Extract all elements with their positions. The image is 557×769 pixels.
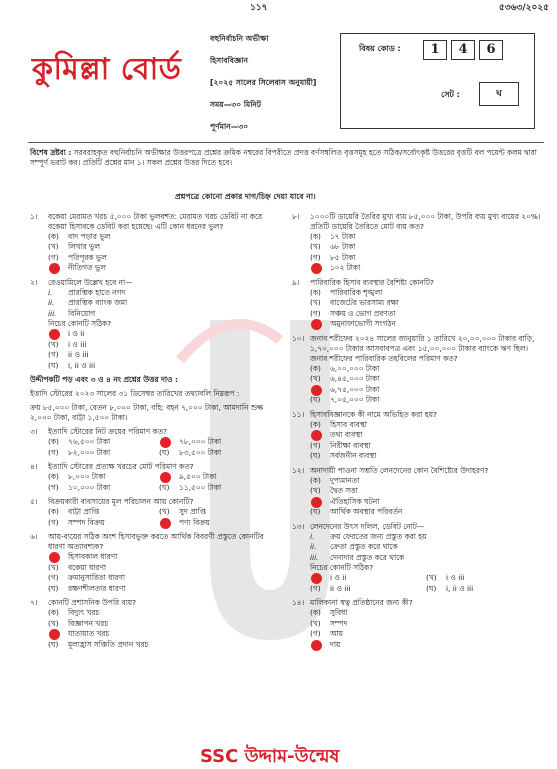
question bbox=[30, 278, 270, 371]
page-number: ১১৭ bbox=[250, 3, 268, 13]
answer-option[interactable] bbox=[310, 374, 542, 385]
option-label: (ঘ) bbox=[310, 451, 321, 461]
code-digit: 6 bbox=[479, 40, 503, 60]
option-label: (খ) bbox=[48, 339, 59, 349]
option-label bbox=[159, 518, 169, 528]
option-label bbox=[310, 573, 321, 583]
question-number: ১৩। bbox=[292, 521, 305, 531]
question-text: ১০০০টি ডায়েরি তৈরির মুখ্য ব্যয় ৮৫,০০০ টাকা, উপরি ব্যয় মুখ্য ব্যয়ের ২০%। প্রতিটি ডায়েরি তৈরিতে মোট ব্যয় কত? bbox=[310, 212, 541, 231]
answer-option[interactable] bbox=[48, 619, 270, 630]
statement-text: প্রারম্ভিক হাতে নগদ bbox=[68, 287, 126, 297]
question-number: ৭। bbox=[30, 598, 38, 608]
option-text: ii ও iii bbox=[330, 583, 351, 593]
question bbox=[30, 427, 270, 458]
option-text: সঞ্চয় ও ভোগ প্রবণতা bbox=[330, 308, 396, 318]
answer-option-marked[interactable] bbox=[48, 263, 270, 274]
statement-text: দেনাদার প্রস্তুত করে থাকে bbox=[330, 552, 405, 562]
answer-option[interactable] bbox=[426, 584, 542, 595]
question-text: অনাদায়ী পাওনা সম্ভতি লেনদেনের কোন বৈশিষ্ট্যের উদাহরণ? bbox=[310, 465, 489, 475]
option-text: বকেয়া ধারণা bbox=[68, 562, 107, 572]
answer-option[interactable] bbox=[48, 640, 270, 651]
answer-option[interactable] bbox=[310, 584, 426, 595]
option-label: (ঘ) bbox=[159, 447, 170, 457]
option-label: (গ) bbox=[48, 573, 59, 583]
option-label: (খ) bbox=[48, 618, 59, 628]
question-stem: নিচের কোনটি সঠিক? bbox=[48, 319, 112, 329]
option-text: সম্পদ বিক্রয় bbox=[68, 517, 105, 527]
question-number: ১০। bbox=[292, 333, 305, 343]
statement bbox=[48, 309, 270, 320]
option-text: বাট্টা প্রাপ্তি bbox=[68, 507, 100, 517]
option-text: ৮,০০০ টাকা bbox=[68, 472, 106, 482]
option-text: ii ও iii bbox=[68, 350, 89, 360]
option-text: সুদ প্রাপ্তি bbox=[179, 507, 206, 517]
option-label: (খ) bbox=[310, 486, 321, 496]
option-label bbox=[310, 385, 321, 395]
question bbox=[292, 278, 542, 330]
question-number: ২। bbox=[30, 277, 38, 287]
option-label: (ক) bbox=[310, 419, 321, 429]
option-text: i ও iii bbox=[68, 339, 87, 349]
instructions-label: বিশেষ দ্রষ্টব্য : bbox=[30, 148, 72, 157]
option-text: ৯,৫০০ টাকা bbox=[179, 472, 217, 482]
option-text: ৬৮ টাকা bbox=[330, 242, 356, 252]
option-text: রক্ষণশীলতার ধারণা bbox=[68, 583, 126, 593]
answer-option[interactable] bbox=[48, 483, 159, 494]
answer-option-marked[interactable] bbox=[48, 629, 270, 640]
option-label: (ক) bbox=[48, 472, 59, 482]
option-text: বিজ্ঞাপন খরচ bbox=[68, 618, 109, 628]
answer-option[interactable] bbox=[48, 472, 159, 483]
option-label: (গ) bbox=[48, 482, 59, 492]
question bbox=[30, 598, 270, 650]
statement bbox=[310, 542, 542, 553]
instructions-text: সরবরাহকৃত বহুনির্বাচনি অভীক্ষার উত্তরপত্রে প্রশ্নের ক্রমিক নম্বরের বিপরীতে প্রদত্ত বর্ণসম্বলিত বৃত্তসমূহ হতে সঠিক/সর্বোৎকৃষ্ট উত্তরের বৃত্তটি বল পয়েন্ট কলম দ্বারা সম্পূর্ণ ভরাট কর। প্রতিটি প্রশ্নের মান ১। সকল প্রশ্নের উত্তর দিতে হবে। bbox=[30, 148, 537, 167]
option-text: পণ্য বিক্রয় bbox=[179, 517, 210, 527]
option-label: (ক) bbox=[310, 475, 321, 485]
question bbox=[30, 462, 270, 493]
option-label: (গ) bbox=[310, 583, 321, 593]
option-text: ১১,৫০০ টাকা bbox=[179, 482, 222, 492]
option-label: (ক) bbox=[310, 287, 321, 297]
question bbox=[292, 212, 542, 274]
question-text: রেওয়ামিলে উল্লেখ হবে না— bbox=[48, 277, 133, 287]
question-text: কোনটি প্রশাসনিক উপরি ব্যয়? bbox=[48, 598, 137, 608]
exam-type: বহুনির্বাচনি অভীক্ষা bbox=[210, 34, 269, 43]
question-number: ৮। bbox=[292, 212, 300, 221]
subject-name: হিসাববিজ্ঞান bbox=[210, 56, 249, 65]
question-stem: নিচের কোনটি সঠিক? bbox=[310, 563, 374, 573]
option-label: (ক) bbox=[48, 437, 59, 447]
option-label bbox=[48, 552, 59, 562]
statement-numeral: iii. bbox=[310, 552, 319, 562]
option-text: বাদ পড়ার ভুল bbox=[68, 231, 111, 241]
question-text: বকেয়া মেরামত খরচ ৫,০০০ টাকা ভুলবশত: মেরামত খরচ ডেবিট না করে বকেয়া হিসাবকে ডেবিট করা হয়েছে। এটি কোন ধরনের ভুল? bbox=[48, 212, 263, 231]
question-number: ১৪। bbox=[292, 598, 305, 608]
answer-option[interactable] bbox=[310, 232, 542, 243]
answer-option-marked[interactable] bbox=[159, 518, 270, 529]
answer-option-marked[interactable] bbox=[310, 573, 426, 584]
question bbox=[292, 522, 542, 594]
question-text: ইত্যাদি স্টোরের প্রত্যক্ষ খরচের মোট পরিমাণ কত? bbox=[48, 462, 194, 472]
option-text: ১০,০০০ টাকা bbox=[68, 482, 111, 492]
question-text: হিসাববিজ্ঞানকে কী নামে অভিহিত করা হয়? bbox=[310, 409, 437, 419]
option-label bbox=[310, 263, 320, 273]
question bbox=[30, 375, 270, 385]
answer-option[interactable] bbox=[426, 573, 542, 584]
question-text: ইত্যাদি স্টোরের নিট ক্রয়ের পরিমাণ কত? bbox=[48, 427, 168, 437]
answer-option[interactable] bbox=[48, 253, 270, 264]
option-text: ৮৫ টাকা bbox=[330, 252, 356, 262]
answer-option-marked[interactable] bbox=[48, 329, 270, 340]
statement-numeral: i. bbox=[310, 531, 315, 541]
answer-option[interactable] bbox=[310, 507, 542, 518]
option-grid bbox=[48, 507, 270, 528]
full-marks: পূর্ণমান—৩০ bbox=[210, 122, 249, 131]
option-label: (গ) bbox=[48, 517, 59, 527]
question-number: ৬। bbox=[30, 532, 38, 542]
answer-option-marked[interactable] bbox=[310, 385, 542, 396]
question-number: ১১। bbox=[292, 409, 305, 419]
option-label: (খ) bbox=[159, 507, 170, 517]
option-label bbox=[310, 430, 321, 440]
option-text: নিরীক্ষা ব্যবস্থা bbox=[330, 440, 371, 450]
option-label: (ঘ) bbox=[48, 583, 59, 593]
option-text: ৭৮,০০০ টাকা bbox=[179, 437, 222, 447]
option-label: (ক) bbox=[48, 231, 59, 241]
option-text: দ্বৈত সত্তা bbox=[330, 486, 358, 496]
option-label: (খ) bbox=[310, 298, 321, 308]
answer-option[interactable] bbox=[310, 395, 542, 406]
option-label: (ঘ) bbox=[310, 507, 321, 517]
question-text: বিক্রয়কারী ব্যবসায়ের মূল পরিচালন আয় কোনটি? bbox=[48, 497, 194, 507]
question-text: উদ্দীপকটি পড় এবং ৩ ও ৪ নং প্রশ্নের উত্তর দাও : bbox=[30, 375, 178, 385]
option-label bbox=[310, 497, 321, 507]
option-text: দায় bbox=[330, 639, 341, 649]
question bbox=[30, 403, 270, 423]
instructions bbox=[30, 148, 542, 168]
statement-numeral: iii. bbox=[48, 308, 57, 318]
option-text: i ও ii bbox=[68, 329, 85, 339]
question-number: ৩। bbox=[30, 427, 38, 437]
answer-option[interactable] bbox=[310, 364, 542, 375]
answer-option[interactable] bbox=[48, 573, 270, 584]
option-label: (গ) bbox=[48, 447, 59, 457]
notice: প্রশ্নপত্রে কোনো প্রকার দাগ/চিহ্ন দেয়া যাবে না। bbox=[175, 192, 316, 201]
statement bbox=[48, 298, 270, 309]
answer-option[interactable] bbox=[48, 361, 270, 372]
option-text: ১০২ টাকা bbox=[330, 263, 361, 273]
answer-option[interactable] bbox=[310, 420, 542, 431]
option-text: i ও ii bbox=[330, 573, 347, 583]
answer-option[interactable] bbox=[310, 309, 542, 320]
option-label bbox=[159, 437, 170, 447]
answer-option-marked[interactable] bbox=[159, 472, 270, 483]
answer-option[interactable] bbox=[310, 486, 542, 497]
answer-option[interactable] bbox=[310, 629, 542, 640]
answer-option[interactable] bbox=[48, 563, 270, 574]
option-text: i, ii ও iii bbox=[68, 360, 96, 370]
question-text: মালিকানা স্বত্ব প্রতিষ্ঠানের জন্য কী? bbox=[310, 598, 413, 608]
option-label: (ঘ) bbox=[426, 583, 437, 593]
option-text: হিসাবকাল ধারণা bbox=[68, 552, 118, 562]
option-text: আর্থিক অবস্থার পরিবর্তন bbox=[330, 507, 403, 517]
option-text: বিদ্যুৎ খরচ bbox=[68, 608, 100, 618]
answer-option[interactable] bbox=[310, 476, 542, 487]
question-text: আয়-ব্যয়ের সঠিক অংশ হিসাবভুক্ত করতে আর্থিক বিবরণী প্রস্তুতে কোনটির ধারণা অত্যাবশ্যক? bbox=[48, 532, 264, 552]
answer-option[interactable] bbox=[48, 437, 159, 448]
option-label: (ক) bbox=[48, 507, 59, 517]
question bbox=[30, 497, 270, 528]
option-text: ৬,০০,০০০ টাকা bbox=[330, 363, 380, 373]
answer-option[interactable] bbox=[310, 608, 542, 619]
statement-text: ক্রয় ফেরতের জন্য প্রস্তুত করা হয় bbox=[330, 531, 427, 541]
option-text: আয় bbox=[330, 629, 343, 639]
answer-option-marked[interactable] bbox=[310, 319, 542, 330]
option-text: ৭,০৫,০০০ টাকা bbox=[330, 395, 380, 405]
answer-option-marked[interactable] bbox=[310, 263, 542, 274]
option-text: তথ্য ব্যবস্থা bbox=[330, 430, 363, 440]
option-text: ৮২,০০০ টাকা bbox=[68, 447, 111, 457]
option-label bbox=[310, 319, 320, 329]
option-label: (খ) bbox=[310, 242, 321, 252]
answer-option[interactable] bbox=[48, 242, 270, 253]
time-limit: সময়—৩০ মিনিট bbox=[210, 100, 262, 109]
option-text: সম্পদ bbox=[330, 618, 348, 628]
answer-option[interactable] bbox=[159, 448, 270, 459]
option-text: নীতিগত ভুল bbox=[68, 263, 106, 273]
answer-option[interactable] bbox=[48, 608, 270, 619]
right-column bbox=[292, 212, 542, 654]
option-label: (ক) bbox=[310, 608, 321, 618]
option-text: সুবিধা bbox=[330, 608, 348, 618]
footer-brand: SSC উদ্দাম-উন্মেষ bbox=[200, 745, 340, 767]
option-label bbox=[48, 629, 59, 639]
option-grid bbox=[48, 437, 270, 458]
option-label bbox=[159, 472, 170, 482]
statement-text: ক্রেতা প্রস্তুত করে থাকে bbox=[330, 542, 398, 552]
statement bbox=[310, 553, 542, 564]
option-text: মূল্যহ্রাস সঞ্চিতি প্রদান খরচ bbox=[68, 639, 149, 649]
answer-option[interactable] bbox=[48, 518, 159, 529]
statement-text: বিনিয়োগ bbox=[68, 308, 96, 318]
option-label: (খ) bbox=[310, 374, 321, 384]
option-label: (গ) bbox=[310, 252, 321, 262]
option-grid bbox=[48, 472, 270, 493]
question bbox=[292, 334, 542, 406]
option-label: (ঘ) bbox=[159, 482, 170, 492]
option-label: (গ) bbox=[310, 440, 321, 450]
exam-code: ৫৩৬৩/২০২৫ bbox=[498, 3, 549, 13]
option-label: (ঘ) bbox=[48, 360, 59, 370]
option-label: (গ) bbox=[48, 350, 59, 360]
statement-numeral: i. bbox=[48, 287, 53, 297]
option-text: i ও iii bbox=[446, 573, 465, 583]
statement bbox=[310, 532, 542, 543]
question-text: ইত্তাদি স্টোরের ২০২৩ সালের ৩১ ডিসেম্বর তারিখের তথ্যাবলি নিম্নরূপ : bbox=[30, 389, 240, 399]
option-label bbox=[310, 640, 320, 650]
option-label: (খ) bbox=[48, 562, 59, 572]
option-text: পারিবারিক শৃঙ্খলা bbox=[330, 287, 383, 297]
option-label bbox=[48, 329, 59, 339]
option-text: ৬,৭৫,০০০ টাকা bbox=[330, 384, 380, 394]
answer-option[interactable] bbox=[48, 340, 270, 351]
option-text: যাতায়াত খরচ bbox=[68, 629, 110, 639]
option-text: ঐতিহাসিক ঘটনা bbox=[330, 496, 380, 506]
statement-text: প্রারম্ভিক ব্যাংক জমা bbox=[68, 298, 128, 308]
subject-code-label: বিষয় কোড : bbox=[359, 44, 401, 53]
question-number: ১২। bbox=[292, 465, 305, 475]
question-number: ৪। bbox=[30, 462, 38, 472]
answer-option-marked[interactable] bbox=[159, 437, 270, 448]
question-text: পারিবারিক হিসাব ব্যবস্থার বৈশিষ্ট্য কোনটি? bbox=[310, 277, 434, 287]
option-label: (ক) bbox=[310, 231, 321, 241]
question bbox=[292, 466, 542, 518]
option-text: ৭৬,৫০০ টাকা bbox=[68, 437, 111, 447]
option-label: (খ) bbox=[310, 618, 321, 628]
answer-option[interactable] bbox=[310, 242, 542, 253]
option-label: (ক) bbox=[48, 608, 59, 618]
option-label: (ঘ) bbox=[48, 639, 59, 649]
answer-option[interactable] bbox=[310, 298, 542, 309]
option-label: (খ) bbox=[426, 573, 437, 583]
option-text: পরিপূরক ভুল bbox=[68, 252, 107, 262]
question bbox=[292, 598, 542, 650]
code-digit: 1 bbox=[423, 40, 447, 60]
answer-option[interactable] bbox=[48, 584, 270, 595]
question-text: ক্রয় ৮৫,০০০ টাকা, বেতন ৮,০০০ টাকা, বহি: বহন ৭,০০০ টাকা, আমদানি শুল্ক ২,০০০ টাকা, বাট্টা ১,৫০০ টাকা। bbox=[30, 403, 264, 423]
answer-option-marked[interactable] bbox=[310, 497, 542, 508]
answer-option-marked[interactable] bbox=[310, 430, 542, 441]
answer-option-marked[interactable] bbox=[48, 552, 270, 563]
answer-option[interactable] bbox=[310, 253, 542, 264]
answer-option[interactable] bbox=[310, 288, 542, 299]
option-label: (ঘ) bbox=[310, 395, 321, 405]
option-text: সর্বজনীন ব্যবস্থা bbox=[330, 451, 377, 461]
syllabus-note: [২০২৫ সালের সিলেবাস অনুযায়ী] bbox=[210, 78, 317, 87]
answer-option[interactable] bbox=[48, 507, 159, 518]
option-text: i, ii ও iii bbox=[446, 583, 474, 593]
option-label bbox=[48, 263, 58, 273]
option-text: লিখার ভুল bbox=[68, 242, 101, 252]
option-label: (গ) bbox=[48, 252, 59, 262]
answer-option[interactable] bbox=[48, 232, 270, 243]
question-text: জনাব শরীফের ২০২৪ সালের জানুয়ারি ১ তারিখে ২০,০০,০০০ টাকার বাড়ি, ১,৭০,০০০ টাকার আসবাবপত্র এবং ১৫,০০,০০০ টাকার ব্যাংকে ঋণ ছিল। জনাব শরীফের পারিবারিক তহবিলের পরিমাণ কত? bbox=[310, 333, 535, 363]
board-title: কুমিল্লা বোর্ড bbox=[32, 52, 182, 87]
option-text: ৮৩,৫০০ টাকা bbox=[179, 447, 222, 457]
option-grid bbox=[310, 573, 542, 594]
question bbox=[30, 212, 270, 274]
set-label: সেট : bbox=[441, 90, 460, 99]
option-text: ৬,৪৫,০০০ টাকা bbox=[330, 374, 380, 384]
answer-option[interactable] bbox=[310, 451, 542, 462]
subject-code-box bbox=[340, 33, 535, 129]
answer-option[interactable] bbox=[159, 483, 270, 494]
answer-option-marked[interactable] bbox=[310, 640, 542, 651]
question-number: ৯। bbox=[292, 277, 300, 287]
option-text: দুপ্যমানতা bbox=[330, 475, 360, 485]
set-value: ঘ bbox=[479, 82, 519, 106]
header-divider bbox=[28, 142, 544, 143]
option-label: (গ) bbox=[310, 308, 321, 318]
option-text: ক্রমানুসারিতা ধারণা bbox=[68, 573, 126, 583]
option-label: (গ) bbox=[310, 629, 321, 639]
question-number: ৫। bbox=[30, 497, 38, 507]
answer-option[interactable] bbox=[48, 350, 270, 361]
left-column bbox=[30, 212, 270, 654]
statement-numeral: ii. bbox=[48, 298, 55, 308]
option-text: হিসাব ব্যবস্থা bbox=[330, 419, 367, 429]
option-label: (খ) bbox=[48, 242, 59, 252]
option-label: (ক) bbox=[310, 363, 321, 373]
code-digit: 4 bbox=[451, 40, 475, 60]
option-text: বাজেটের ভারসাম্য রক্ষা bbox=[330, 298, 399, 308]
answer-option[interactable] bbox=[48, 448, 159, 459]
question bbox=[30, 532, 270, 594]
answer-option[interactable] bbox=[310, 619, 542, 630]
option-text: ১৭ টাকা bbox=[330, 231, 356, 241]
question bbox=[30, 389, 270, 399]
statement bbox=[48, 288, 270, 299]
answer-option[interactable] bbox=[310, 441, 542, 452]
option-text: অমুনাফাভোগী সংগঠন bbox=[330, 319, 396, 329]
exam-meta bbox=[210, 34, 316, 144]
question-text: লেনদেনের উৎস দলিল, ডেবিট নোট— bbox=[310, 521, 425, 531]
question-number: ১। bbox=[30, 212, 38, 221]
answer-option[interactable] bbox=[159, 507, 270, 518]
question bbox=[292, 410, 542, 462]
statement-numeral: ii. bbox=[310, 542, 317, 552]
